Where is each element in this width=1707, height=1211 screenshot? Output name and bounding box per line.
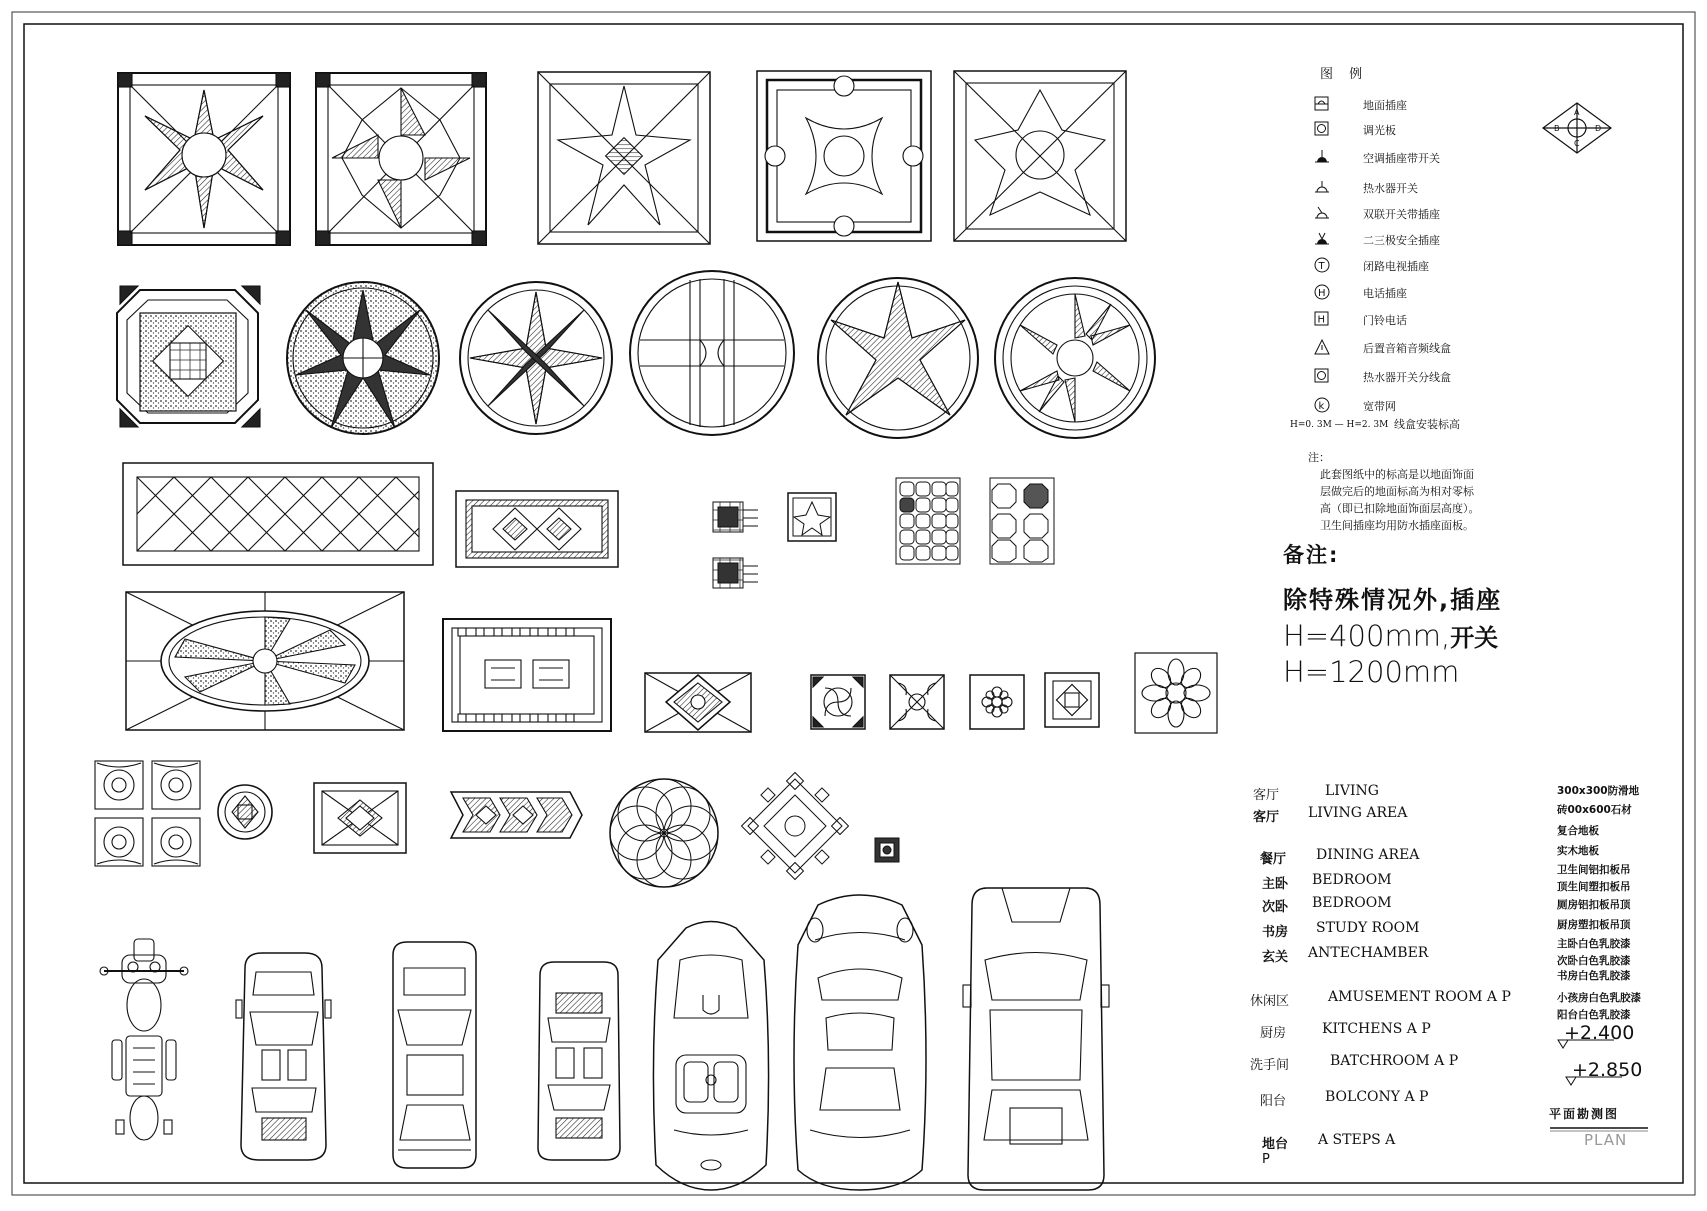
room-cn: 客厅 (1253, 788, 1280, 803)
speaker-cable-icon (1313, 338, 1331, 356)
compass-letter-c: C (1574, 139, 1580, 148)
material-item: 300x300防滑地 (1557, 785, 1640, 797)
room-en: LIVING (1325, 783, 1379, 799)
room-cn: P (1262, 1152, 1270, 1167)
plan-title-en: PLAN (1584, 1131, 1628, 1149)
medallion-octagon-nested (117, 286, 260, 427)
medallion-circle-hatched-star (818, 278, 978, 438)
material-item: 厕房铝扣板吊顶 (1557, 899, 1631, 911)
plan-title-cn: 平面勘测图 (1549, 1107, 1620, 1121)
double-switch-socket-icon (1313, 204, 1331, 222)
broadband-icon (1313, 396, 1331, 414)
legend-item-floor-socket (1313, 95, 1643, 113)
room-en: LIVING AREA (1308, 805, 1408, 821)
legend-label: 双联开关带插座 (1363, 208, 1440, 221)
note-line: 高（即已扣除地面饰面层高度）。 (1320, 502, 1480, 515)
medallion-square-star-1 (118, 73, 290, 245)
legend-item-ac-socket (1313, 148, 1643, 166)
note-title: 注： (1308, 451, 1330, 464)
car-sports-1 (236, 953, 331, 1160)
dimmer-switch-icon (1313, 120, 1331, 138)
legend-label: 门铃电话 (1363, 314, 1407, 327)
legend-label: 空调插座带开关 (1363, 152, 1440, 165)
legend-label: 二三极安全插座 (1363, 234, 1440, 247)
note-line: 层做完后的地面标高为相对零标 (1320, 485, 1474, 498)
room-cn: 厨房 (1260, 1026, 1287, 1041)
medallion-rosette (610, 779, 718, 887)
legend-item-broadband (1313, 396, 1643, 414)
car-convertible (653, 922, 768, 1191)
material-item: 复合地板 (1557, 825, 1599, 837)
room-cn: 客厅 (1253, 810, 1280, 825)
runner-greek-key (443, 619, 611, 731)
room-en: STUDY ROOM (1316, 920, 1420, 936)
compass-letter-a: A (1574, 108, 1580, 117)
runner-diamond-lattice (123, 463, 433, 565)
room-en: BATCHROOM A P (1330, 1053, 1459, 1069)
car-sedan-1 (393, 942, 476, 1168)
tile-diamond-medallion (645, 673, 751, 732)
room-cn: 洗手间 (1250, 1058, 1290, 1073)
car-coupe (794, 895, 926, 1190)
room-cn: 书房 (1262, 925, 1289, 940)
material-item: 次卧白色乳胶漆 (1557, 955, 1631, 967)
room-cn: 阳台 (1260, 1094, 1287, 1109)
water-heater-switch-icon (1313, 178, 1331, 196)
medallion-circle-bars (630, 271, 794, 435)
legend-label: 热水器开关 (1363, 182, 1418, 195)
legend-label: 电话插座 (1363, 287, 1407, 300)
tile-round-mandala (218, 785, 272, 839)
phone-socket-icon (1313, 283, 1331, 301)
svg-text:k: k (1318, 401, 1325, 412)
safety-socket-icon (1313, 230, 1331, 248)
height-note-label: 线盒安装标高 (1394, 418, 1460, 431)
tile-small-flower (788, 493, 836, 541)
medallion-square-frame (757, 71, 931, 241)
tile-chevron-band (451, 792, 582, 838)
room-en: AMUSEMENT ROOM A P (1328, 989, 1511, 1005)
ac-socket-switch-icon (1313, 148, 1331, 166)
legend-item-phone (1313, 283, 1643, 301)
compass-letter-b: B (1554, 124, 1560, 133)
height-note-range: H=0. 3M — H=2. 3M (1290, 420, 1389, 430)
room-en: BEDROOM (1312, 895, 1392, 911)
medallion-circle-granite-star (287, 282, 439, 434)
car-large (963, 888, 1109, 1190)
remark-switch-label: 开关 (1450, 624, 1499, 652)
remark-socket-height-value: H=400mm, (1283, 619, 1451, 653)
room-cn: 主卧 (1262, 877, 1289, 892)
tile-scroll (890, 675, 944, 729)
elevation-value: +2.400 (1564, 1022, 1635, 1044)
tile-swirl (811, 675, 865, 729)
room-cn: 玄关 (1262, 950, 1289, 965)
doorbell-phone-icon (1313, 310, 1331, 328)
medallion-square-pinwheel (316, 73, 486, 245)
remark-socket-line: 除特殊情况外,插座 (1283, 586, 1503, 614)
room-cn: 餐厅 (1260, 852, 1287, 867)
tile-small-grid-1 (713, 502, 758, 532)
room-cn: 次卧 (1262, 900, 1289, 915)
legend-item-doorbell (1313, 310, 1643, 328)
legend-label: 热水器开关分线盒 (1363, 371, 1451, 384)
medallion-square-star-2 (538, 72, 710, 244)
material-item: 卫生间铝扣板吊 (1557, 864, 1631, 876)
legend-label: 地面插座 (1363, 99, 1407, 112)
cctv-socket-icon (1313, 256, 1331, 274)
material-item: 小孩房白色乳胶漆 (1557, 992, 1641, 1004)
floor-socket-icon (1313, 95, 1331, 113)
medallion-square-flower (954, 71, 1126, 241)
pattern-diamond-cluster (742, 773, 849, 880)
medallion-circle-sunburst (995, 278, 1155, 438)
remark-switch-height: H=1200mm (1283, 655, 1460, 689)
remark-socket-height (1283, 618, 1498, 653)
elevation-value: +2.850 (1572, 1059, 1643, 1081)
remark-title: 备注: (1283, 543, 1340, 567)
room-en: A STEPS A (1318, 1132, 1396, 1148)
legend-item-double-switch (1313, 204, 1643, 222)
tile-rect-diamond (314, 783, 406, 853)
legend-item-speaker (1313, 338, 1643, 356)
tile-octagon-pattern (990, 478, 1054, 564)
material-item: 阳台白色乳胶漆 (1557, 1009, 1631, 1021)
tile-pebble-pattern (896, 478, 960, 564)
material-item: 砖00x600石材 (1557, 804, 1632, 816)
legend-item-water-heater (1313, 178, 1643, 196)
svg-text:H: H (1317, 314, 1326, 326)
material-item: 实木地板 (1557, 845, 1599, 857)
medallion-circle-compass-rose (460, 282, 612, 434)
room-en: BOLCONY A P (1325, 1089, 1429, 1105)
material-item: 书房白色乳胶漆 (1557, 970, 1631, 982)
car-sports-2 (538, 962, 620, 1160)
compass-letter-d: D (1595, 124, 1602, 133)
tile-concentric-squares (1045, 673, 1099, 727)
legend-item-cctv (1313, 256, 1643, 274)
room-en: BEDROOM (1312, 872, 1392, 888)
legend-label: 闭路电视插座 (1363, 260, 1429, 273)
runner-diamond-border (456, 491, 618, 567)
legend-title: 图 例 (1320, 67, 1369, 82)
tile-tiny-dark (875, 838, 899, 862)
material-item: 主卧白色乳胶漆 (1557, 938, 1631, 950)
room-en: DINING AREA (1316, 847, 1420, 863)
legend-item-dimmer (1313, 120, 1643, 138)
tile-quad-curves (95, 761, 200, 866)
tile-flower-large (1135, 653, 1217, 733)
legend-label: 宽带网 (1363, 400, 1396, 413)
motorcycle-top-view (100, 939, 188, 1140)
note-line: 卫生间插座均用防水插座面板。 (1320, 519, 1474, 532)
note-line: 此套图纸中的标高是以地面饰面 (1320, 468, 1474, 481)
legend-label: 后置音箱音频线盒 (1363, 342, 1451, 355)
legend-label: 调光板 (1363, 124, 1396, 137)
legend-item-safety-socket (1313, 230, 1643, 248)
room-en: ANTECHAMBER (1308, 945, 1429, 961)
tile-daisy (970, 675, 1024, 729)
material-item: 顶生间塑扣板吊 (1557, 881, 1631, 893)
legend-item-heater-junction (1313, 367, 1643, 385)
room-cn: 休闲区 (1250, 994, 1290, 1009)
material-item: 厨房塑扣板吊顶 (1557, 919, 1631, 931)
room-en: KITCHENS A P (1322, 1021, 1431, 1037)
svg-text:T: T (1318, 261, 1325, 272)
tile-small-grid-2 (713, 558, 758, 588)
runner-oval-sunburst (126, 592, 404, 730)
svg-text:H: H (1318, 288, 1326, 299)
heater-junction-icon (1313, 367, 1331, 385)
room-cn: 地台 (1262, 1137, 1289, 1152)
